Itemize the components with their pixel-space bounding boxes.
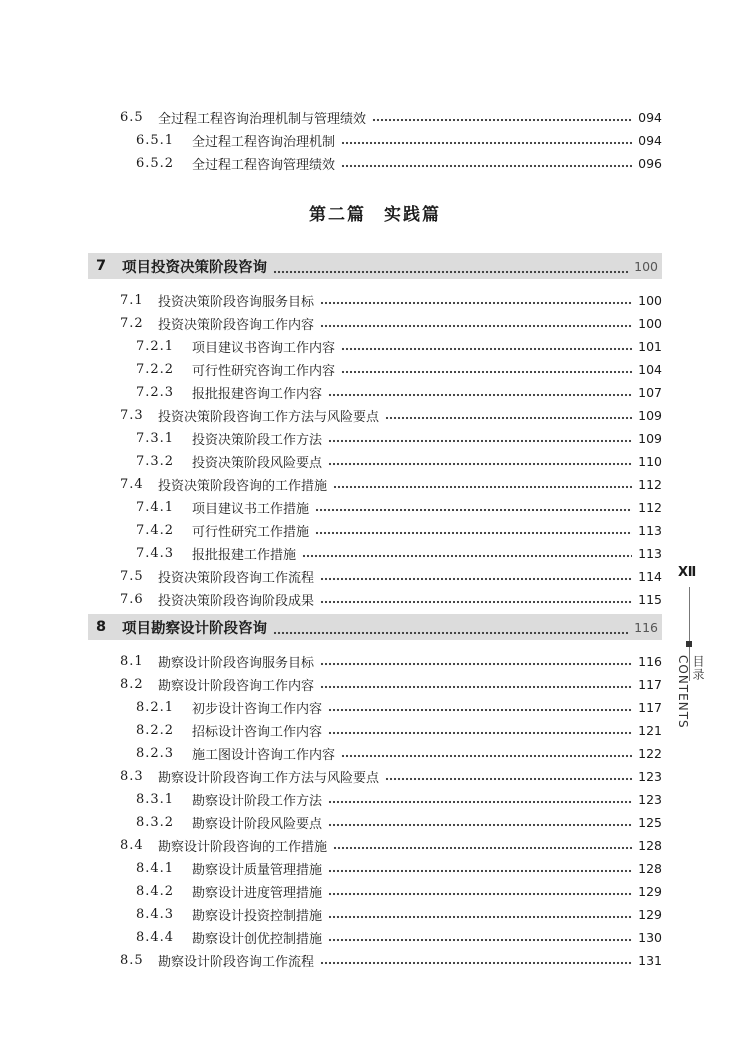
- toc-entry-title: 全过程工程咨询治理机制: [192, 134, 336, 150]
- toc-entry-number: 8: [96, 619, 108, 635]
- dot-leader: [328, 428, 632, 448]
- toc-entry-title: 投资决策阶段风险要点: [192, 455, 323, 471]
- dot-leader: [273, 617, 628, 637]
- toc-entry-row[interactable]: [136, 720, 662, 740]
- toc-entry-row[interactable]: [120, 589, 662, 609]
- dot-leader: [328, 720, 632, 740]
- toc-entry-row[interactable]: [120, 566, 662, 586]
- toc-entry-number: 7.3.1: [136, 430, 175, 446]
- dot-leader: [341, 130, 632, 150]
- toc-entry-number: 7.4.1: [136, 499, 175, 515]
- toc-entry-number: 8.2.1: [136, 699, 175, 715]
- dot-leader: [328, 697, 632, 717]
- toc-entry-row[interactable]: [120, 766, 662, 786]
- toc-entry-number: 7.4: [120, 476, 144, 492]
- toc-entry-number: 8.3.1: [136, 791, 175, 807]
- dot-leader: [273, 256, 628, 276]
- toc-entry-page: 113: [638, 522, 662, 538]
- toc-entry-row[interactable]: [136, 812, 662, 832]
- toc-entry-row[interactable]: [120, 107, 662, 127]
- toc-entry-title: 投资决策阶段工作方法: [192, 432, 323, 448]
- toc-entry-title: 施工图设计咨询工作内容: [192, 747, 336, 763]
- toc-entry-number: 7.4.2: [136, 522, 175, 538]
- toc-entry-row[interactable]: [120, 290, 662, 310]
- toc-entry-page: 110: [638, 453, 662, 469]
- toc-entry-page: 117: [638, 676, 662, 692]
- toc-entry-title: 投资决策阶段咨询工作内容: [158, 317, 315, 333]
- dot-leader: [328, 858, 632, 878]
- toc-entry-page: 129: [638, 906, 662, 922]
- toc-entry-title: 勘察设计创优控制措施: [192, 931, 323, 947]
- toc-entry-page: 096: [638, 155, 662, 171]
- dot-leader: [320, 950, 632, 970]
- toc-entry-page: 121: [638, 722, 662, 738]
- toc-entry-number: 8.2.3: [136, 745, 175, 761]
- part-title: [0, 200, 750, 225]
- toc-entry-number: 7.3.2: [136, 453, 175, 469]
- dot-leader: [320, 674, 632, 694]
- toc-entry-row[interactable]: [136, 743, 662, 763]
- part-number: 第二篇: [309, 205, 366, 225]
- toc-entry-page: 128: [638, 837, 662, 853]
- toc-entry-row[interactable]: [136, 520, 662, 540]
- toc-entry-title: 投资决策阶段咨询工作方法与风险要点: [158, 409, 380, 425]
- toc-entry-title: 报批报建咨询工作内容: [192, 386, 323, 402]
- side-page-number: Ⅻ: [678, 565, 697, 580]
- dot-leader: [315, 497, 632, 517]
- toc-entry-number: 8.2: [120, 676, 144, 692]
- toc-entry-page: 122: [638, 745, 662, 761]
- dot-leader: [328, 904, 632, 924]
- dot-leader: [302, 543, 632, 563]
- toc-entry-title: 勘察设计阶段风险要点: [192, 816, 323, 832]
- toc-entry-number: 8.4.4: [136, 929, 175, 945]
- toc-entry-title: 勘察设计阶段咨询工作流程: [158, 954, 315, 970]
- dot-leader: [315, 520, 632, 540]
- toc-entry-page: 100: [638, 315, 662, 331]
- toc-entry-row[interactable]: [120, 835, 662, 855]
- toc-entry-row[interactable]: [136, 382, 662, 402]
- toc-entry-number: 7: [96, 258, 108, 274]
- toc-entry-title: 项目勘察设计阶段咨询: [122, 620, 267, 637]
- toc-entry-number: 6.5.1: [136, 132, 175, 148]
- dot-leader: [320, 589, 632, 609]
- toc-entry-page: 131: [638, 952, 662, 968]
- toc-entry-page: 113: [638, 545, 662, 561]
- toc-entry-page: 130: [638, 929, 662, 945]
- toc-entry-page: 112: [638, 499, 662, 515]
- toc-entry-page: 109: [638, 430, 662, 446]
- dot-leader: [320, 313, 632, 333]
- toc-entry-title: 勘察设计阶段咨询服务目标: [158, 655, 315, 671]
- toc-entry-row[interactable]: [136, 789, 662, 809]
- dot-leader: [372, 107, 632, 127]
- toc-entry-row[interactable]: [120, 313, 662, 333]
- dot-leader: [385, 766, 632, 786]
- toc-entry-page: 125: [638, 814, 662, 830]
- dot-leader: [341, 153, 632, 173]
- toc-entry-row[interactable]: [136, 858, 662, 878]
- toc-entry-number: 8.2.2: [136, 722, 175, 738]
- toc-entry-number: 8.5: [120, 952, 144, 968]
- toc-entry-title: 勘察设计投资控制措施: [192, 908, 323, 924]
- toc-entry-title: 项目投资决策阶段咨询: [122, 259, 267, 276]
- toc-entry-number: 7.1: [120, 292, 144, 308]
- toc-entry-number: 8.4.1: [136, 860, 175, 876]
- toc-entry-row[interactable]: [136, 927, 662, 947]
- toc-entry-row[interactable]: [136, 428, 662, 448]
- dot-leader: [328, 881, 632, 901]
- toc-entry-page: 129: [638, 883, 662, 899]
- dot-leader: [320, 290, 632, 310]
- dot-leader: [341, 336, 632, 356]
- side-square-marker: [686, 641, 692, 647]
- dot-leader: [333, 474, 632, 494]
- toc-entry-row[interactable]: [136, 497, 662, 517]
- toc-entry-title: 项目建议书咨询工作内容: [192, 340, 336, 356]
- toc-entry-title: 全过程工程咨询管理绩效: [192, 157, 336, 173]
- toc-entry-page: 117: [638, 699, 662, 715]
- toc-entry-number: 7.2: [120, 315, 144, 331]
- toc-entry-page: 101: [638, 338, 662, 354]
- toc-chapter-row[interactable]: [88, 614, 662, 640]
- toc-entry-row[interactable]: [136, 359, 662, 379]
- toc-entry-number: 6.5: [120, 109, 144, 125]
- toc-entry-row[interactable]: [120, 674, 662, 694]
- toc-entry-row[interactable]: [136, 130, 662, 150]
- toc-entry-number: 7.4.3: [136, 545, 175, 561]
- toc-entry-number: 7.6: [120, 591, 144, 607]
- toc-entry-title: 勘察设计阶段工作方法: [192, 793, 323, 809]
- toc-entry-page: 100: [634, 258, 658, 274]
- dot-leader: [328, 451, 632, 471]
- toc-entry-title: 投资决策阶段咨询服务目标: [158, 294, 315, 310]
- toc-entry-number: 8.4.3: [136, 906, 175, 922]
- toc-entry-title: 勘察设计阶段咨询的工作措施: [158, 839, 328, 855]
- toc-entry-page: 115: [638, 591, 662, 607]
- toc-entry-title: 投资决策阶段咨询的工作措施: [158, 478, 328, 494]
- toc-entry-row[interactable]: [120, 651, 662, 671]
- toc-entry-row[interactable]: [136, 451, 662, 471]
- toc-entry-title: 全过程工程咨询治理机制与管理绩效: [158, 111, 367, 127]
- toc-entry-number: 8.1: [120, 653, 144, 669]
- toc-entry-title: 勘察设计阶段咨询工作内容: [158, 678, 315, 694]
- toc-entry-title: 招标设计咨询工作内容: [192, 724, 323, 740]
- toc-entry-page: 100: [638, 292, 662, 308]
- side-contents-label: 目录 CONTENTS: [676, 655, 705, 729]
- toc-entry-number: 7.2.2: [136, 361, 175, 377]
- toc-entry-page: 094: [638, 109, 662, 125]
- toc-entry-title: 勘察设计质量管理措施: [192, 862, 323, 878]
- toc-entry-number: 7.3: [120, 407, 144, 423]
- toc-chapter-row[interactable]: [88, 253, 662, 279]
- dot-leader: [328, 812, 632, 832]
- toc-entry-page: 109: [638, 407, 662, 423]
- toc-entry-page: 116: [638, 653, 662, 669]
- toc-entry-page: 094: [638, 132, 662, 148]
- dot-leader: [385, 405, 632, 425]
- dot-leader: [320, 651, 632, 671]
- toc-entry-page: 116: [634, 619, 658, 635]
- dot-leader: [341, 359, 632, 379]
- toc-entry-row[interactable]: [120, 405, 662, 425]
- toc-entry-title: 报批报建工作措施: [192, 547, 297, 563]
- toc-entry-number: 8.4: [120, 837, 144, 853]
- toc-entry-title: 项目建议书工作措施: [192, 501, 310, 517]
- toc-entry-page: 123: [638, 768, 662, 784]
- dot-leader: [328, 789, 632, 809]
- toc-entry-number: 8.4.2: [136, 883, 175, 899]
- toc-entry-number: 7.5: [120, 568, 144, 584]
- part-name: 实践篇: [384, 205, 441, 225]
- dot-leader: [328, 382, 632, 402]
- toc-entry-page: 104: [638, 361, 662, 377]
- toc-entry-title: 初步设计咨询工作内容: [192, 701, 323, 717]
- dot-leader: [328, 927, 632, 947]
- toc-entry-page: 114: [638, 568, 662, 584]
- toc-entry-row[interactable]: [136, 904, 662, 924]
- toc-entry-page: 123: [638, 791, 662, 807]
- toc-entry-number: 8.3: [120, 768, 144, 784]
- toc-entry-number: 7.2.3: [136, 384, 175, 400]
- toc-entry-title: 勘察设计进度管理措施: [192, 885, 323, 901]
- toc-entry-row[interactable]: [120, 474, 662, 494]
- dot-leader: [320, 566, 632, 586]
- toc-entry-title: 投资决策阶段咨询工作流程: [158, 570, 315, 586]
- toc-entry-row[interactable]: [120, 950, 662, 970]
- toc-entry-row[interactable]: [136, 543, 662, 563]
- toc-entry-number: 8.3.2: [136, 814, 175, 830]
- toc-entry-row[interactable]: [136, 697, 662, 717]
- toc-entry-number: 7.2.1: [136, 338, 175, 354]
- toc-entry-page: 112: [638, 476, 662, 492]
- toc-entry-page: 107: [638, 384, 662, 400]
- toc-entry-title: 勘察设计阶段咨询工作方法与风险要点: [158, 770, 380, 786]
- toc-entry-title: 可行性研究工作措施: [192, 524, 310, 540]
- toc-entry-title: 可行性研究咨询工作内容: [192, 363, 336, 379]
- dot-leader: [341, 743, 632, 763]
- dot-leader: [333, 835, 632, 855]
- toc-entry-page: 128: [638, 860, 662, 876]
- toc-entry-title: 投资决策阶段咨询阶段成果: [158, 593, 315, 609]
- toc-entry-row[interactable]: [136, 881, 662, 901]
- toc-entry-row[interactable]: [136, 336, 662, 356]
- toc-entry-row[interactable]: [136, 153, 662, 173]
- toc-entry-number: 6.5.2: [136, 155, 175, 171]
